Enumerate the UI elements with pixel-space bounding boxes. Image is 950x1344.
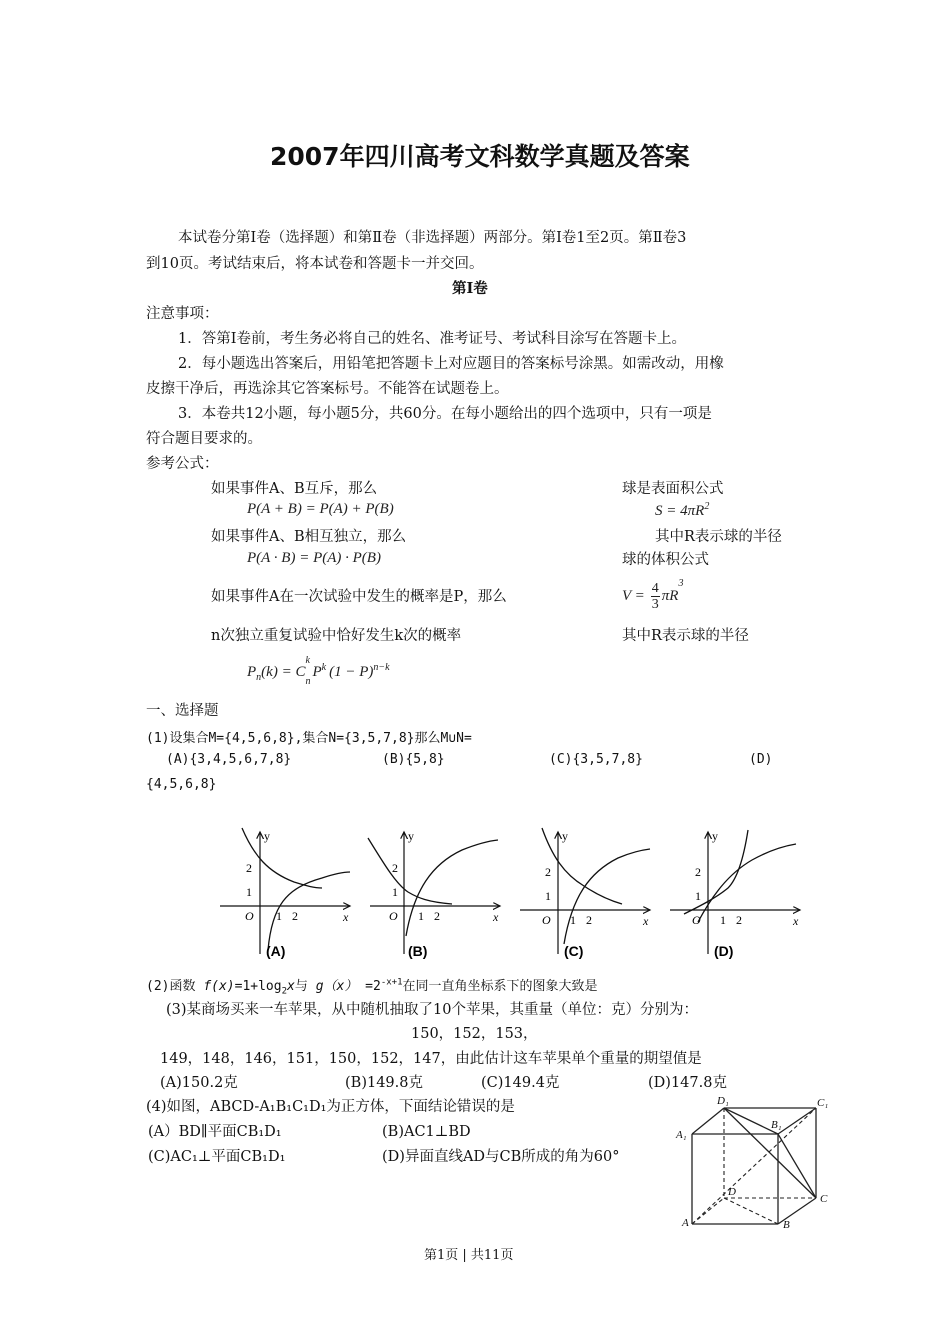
graph-c-caption: (C) — [564, 943, 584, 959]
formula-independent: P(A · B) = P(A) · P(B) — [247, 550, 381, 566]
note-item-3-line-2: 符合题目要求的。 — [146, 431, 262, 447]
graph-d-y-tick-2: 2 — [695, 865, 701, 879]
graph-c-y-label: y — [562, 829, 568, 843]
formula-exclusive: P(A + B) = P(A) + P(B) — [247, 501, 394, 517]
graph-b-origin: O — [389, 909, 398, 923]
note-item-3-line-1: 3．本卷共12小题，每小题5分，共60分。在每小题给出的四个选项中，只有一项是 — [178, 406, 712, 422]
formula-text-probability: 如果事件A在一次试验中发生的概率是P，那么 — [211, 589, 507, 605]
section-choice-heading: 一、选择题 — [146, 703, 219, 719]
formula-text-radius-1: 其中R表示球的半径 — [655, 529, 782, 545]
graph-a-origin: O — [245, 909, 254, 923]
notes-heading: 注意事项： — [146, 306, 219, 322]
page-title: 2007年四川高考文科数学真题及答案 — [270, 142, 690, 171]
graph-b-y-tick-2: 2 — [392, 861, 398, 875]
formula-binomial: $P_n(k) = C$ k $_nP^k$ $(1 - P)^{n-k}$ — [247, 655, 390, 687]
graph-a — [220, 828, 350, 959]
graph-c-x-tick-2: 2 — [586, 913, 592, 927]
q3-option-b: (B)149.8克 — [345, 1075, 423, 1091]
cube-label-d: D — [728, 1186, 736, 1198]
formula-sphere-volume: V = $\frac{4}{3}$ $\pi R^3$ — [622, 578, 684, 613]
q1-option-b: (B){5,8} — [382, 752, 445, 767]
intro-line-2: 到10页。考试结束后，将本试卷和答题卡一并交回。 — [146, 256, 484, 272]
graph-b-x-label: x — [493, 910, 499, 924]
cube-label-d1: D₁ — [717, 1095, 729, 1107]
formula-text-binomial: n次独立重复试验中恰好发生k次的概率 — [211, 628, 462, 644]
q4-option-b: (B)AC1⊥BD — [382, 1124, 471, 1140]
graph-c — [520, 828, 650, 959]
q2-stem: (2)函数 $f(x)=1+\log_2x$与 $g(x) =2^{-x+1}$在同一直角坐标系下的图象大致是 — [146, 977, 598, 997]
graph-a-x-label: x — [343, 910, 349, 924]
q1-option-c: (C){3,5,7,8} — [549, 752, 643, 767]
note-item-2-line-2: 皮擦干净后，再选涂其它答案标号。不能答在试题卷上。 — [146, 381, 509, 397]
note-item-2-line-1: 2．每小题选出答案后，用铅笔把答题卡上对应题目的答案标号涂黑。如需改动，用橡 — [178, 356, 724, 372]
graph-b-y-label: y — [408, 829, 414, 843]
graph-c-y-tick-2: 2 — [545, 865, 551, 879]
formula-text-radius-2: 其中R表示球的半径 — [622, 628, 749, 644]
formula-text-exclusive: 如果事件A、B互斥，那么 — [211, 481, 378, 497]
formula-text-independent: 如果事件A、B相互独立，那么 — [211, 529, 407, 545]
cube-label-c1: C₁ — [817, 1097, 829, 1109]
graph-c-x-label: x — [643, 914, 649, 928]
q3-data-2: 149，148，146，151，150，152，147，由此估计这车苹果单个重量的期望值是 — [160, 1051, 702, 1067]
graph-d-y-tick-1: 1 — [695, 889, 701, 903]
graph-d-x-tick-2: 2 — [736, 913, 742, 927]
graph-a-y-label: y — [264, 829, 270, 843]
q3-option-c: (C)149.4克 — [481, 1075, 560, 1091]
q4-option-a: (A）BD∥平面CB₁D₁ — [148, 1124, 282, 1140]
q3-stem: (3)某商场买来一车苹果，从中随机抽取了10个苹果，其重量（单位：克）分别为： — [166, 1002, 698, 1018]
q1-option-a: (A){3,4,5,6,7,8} — [166, 752, 292, 767]
cube-label-c: C — [820, 1193, 828, 1205]
q4-option-c: (C)AC₁⊥平面CB₁D₁ — [148, 1149, 286, 1165]
graph-d-x-tick-1: 1 — [720, 913, 726, 927]
formula-text-sphere-volume: 球的体积公式 — [622, 552, 709, 568]
cube-label-a1: A₁ — [676, 1129, 687, 1141]
q4-stem: (4)如图，ABCD-A₁B₁C₁D₁为正方体，下面结论错误的是 — [146, 1099, 515, 1115]
cube-label-b1: B₁ — [771, 1119, 782, 1131]
q2-graphs — [212, 826, 802, 966]
q4-option-d: (D)异面直线AD与CB所成的角为60° — [382, 1149, 620, 1165]
q4-cube-figure — [670, 1094, 840, 1234]
graph-b-x-tick-1: 1 — [418, 909, 424, 923]
graph-a-x-tick-2: 2 — [292, 909, 298, 923]
cube-label-a: A — [682, 1217, 689, 1229]
graph-c-origin: O — [542, 913, 551, 927]
note-item-1: 1．答第Ⅰ卷前，考生务必将自己的姓名、准考证号、考试科目涂写在答题卡上。 — [178, 331, 686, 347]
graph-d-origin: O — [692, 913, 701, 927]
graph-b-x-tick-2: 2 — [434, 909, 440, 923]
graph-a-y-tick-1: 1 — [246, 885, 252, 899]
graph-d-caption: (D) — [714, 943, 734, 959]
q1-stem: (1)设集合M={4,5,6,8},集合N={3,5,7,8}那么M∪N= — [146, 731, 472, 746]
graph-b — [368, 829, 500, 959]
q1-option-d-value: {4,5,6,8} — [146, 777, 217, 792]
q3-data-1: 150，152，153， — [411, 1026, 538, 1042]
graph-a-caption: (A) — [266, 943, 286, 959]
formulas-heading: 参考公式： — [146, 456, 219, 472]
page-footer: 第1页 | 共11页 — [424, 1248, 514, 1263]
graph-a-x-tick-1: 1 — [276, 909, 282, 923]
cube-label-b: B — [783, 1219, 790, 1231]
graph-b-caption: (B) — [408, 943, 428, 959]
q3-option-d: (D)147.8克 — [648, 1075, 727, 1091]
graph-d-y-label: y — [712, 829, 718, 843]
formula-text-sphere-area: 球是表面积公式 — [622, 481, 724, 497]
section-heading: 第Ⅰ卷 — [452, 280, 488, 297]
graph-d-x-label: x — [793, 914, 799, 928]
intro-line-1: 本试卷分第Ⅰ卷（选择题）和第Ⅱ卷（非选择题）两部分。第Ⅰ卷1至2页。第Ⅱ卷3 — [178, 230, 687, 246]
graph-b-y-tick-1: 1 — [392, 885, 398, 899]
graph-c-x-tick-1: 1 — [570, 913, 576, 927]
graph-d — [670, 829, 800, 959]
graph-a-y-tick-2: 2 — [246, 861, 252, 875]
formula-sphere-area: $S = 4\pi R^2$ — [655, 501, 710, 519]
q3-option-a: (A)150.2克 — [160, 1075, 238, 1091]
q1-option-d: (D) — [749, 752, 773, 767]
graph-c-y-tick-1: 1 — [545, 889, 551, 903]
